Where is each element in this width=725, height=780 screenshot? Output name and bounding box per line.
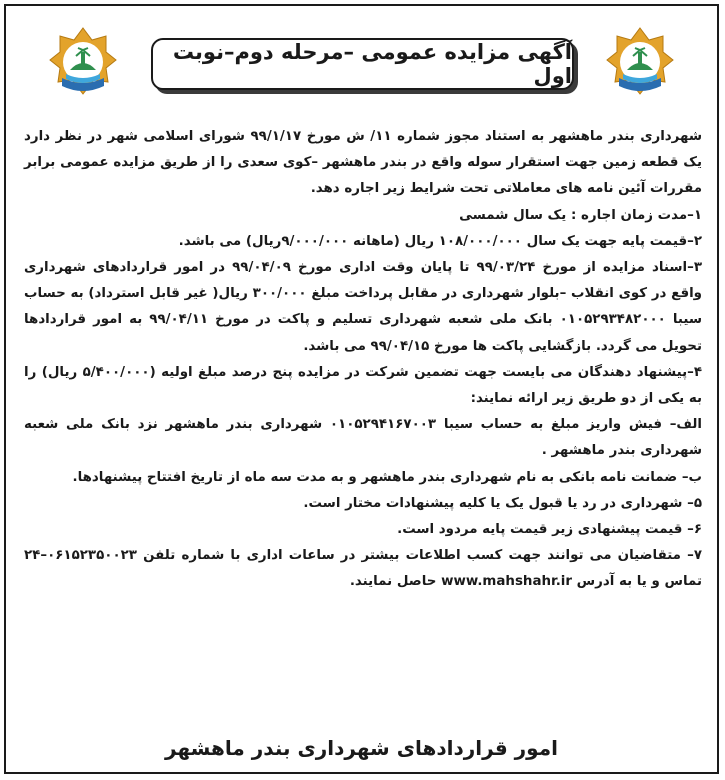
condition-item-3: ۳–اسناد مزایده از مورخ ۹۹/۰۳/۲۴ تا پایان وقت اداری مورخ ۹۹/۰۴/۰۹ در امور قراردادهای شهرداری واقع در کوی انقلاب –بلوار شهرداری در مقابل پرداخت مبلغ ۳۰۰/۰۰۰ ریال( غیر قابل استرداد) به حساب سیبا ۰۱۰۵۲۹۳۴۸۲۰۰۰ بانک ملی شعبه شهرداری تسلیم و پاکت در مورخ ۹۹/۰۴/۱۱ به امور قراردادها تحویل می گردد. بازگشایی پاکت ها مورخ ۹۹/۰۴/۱۵ می باشد. [24, 260, 702, 354]
notice-signature: امور قراردادهای شهرداری بندر ماهشهر [165, 736, 558, 760]
notice-frame [4, 4, 719, 774]
condition-item-4a: الف– فیش واریز مبلغ به حساب سیبا ۰۱۰۵۲۹۴۱۶۷۰۰۳ شهرداری بندر ماهشهر نزد بانک ملی شعبه شهرداری بندر ماهشهر . [24, 417, 702, 459]
notice-body [24, 124, 702, 596]
condition-item-5: ۵– شهرداری در رد یا قبول یک یا کلیه پیشنهادات مختار است. [303, 495, 702, 511]
condition-item-4: ۴–پیشنهاد دهندگان می بایست جهت تضمین شرکت در مزایده پنج درصد مبلغ اولیه (۵/۴۰۰/۰۰۰ ریال) را به یکی از دو طریق زیر ارائه نمایند: [24, 364, 702, 407]
condition-item-2: ۲–قیمت پایه جهت یک سال ۱۰۸/۰۰۰/۰۰۰ ریال (ماهانه ۹/۰۰۰/۰۰۰ریال) می باشد. [178, 233, 702, 249]
condition-item-4b: ب– ضمانت نامه بانکی به نام شهرداری بندر ماهشهر و به مدت سه ماه از تاریخ افتتاح پیشنهادها. [72, 469, 702, 485]
notice-title-box [151, 38, 574, 90]
municipality-emblem-icon [48, 26, 118, 98]
condition-item-7: ۷– متقاضیان می توانند جهت کسب اطلاعات بیشتر در ساعات اداری با شماره تلفن ۰۶۱۵۲۳۵۰۰۲۳–۲۴ تماس و یا به آدرس www.mahshahr.ir حاصل نمایند. [24, 548, 702, 590]
municipality-emblem-icon [605, 26, 675, 98]
condition-item-1: ۱–مدت زمان اجاره : یک سال شمسی [459, 207, 702, 223]
condition-item-6: ۶– قیمت پیشنهادی زیر قیمت پایه مردود است. [397, 522, 702, 538]
notice-header [6, 6, 717, 116]
notice-intro: شهرداری بندر ماهشهر به استناد مجوز شماره ۱۱/ ش مورخ ۹۹/۱/۱۷ شورای اسلامی شهر در نظر دارد یک قطعه زمین جهت استقرار سوله واقع در بندر ماهشهر –کوی سعدی را از طریق مزایده عمومی برابر مقررات آئین نامه های معاملاتی تحت شرایط زیر اجاره دهد. [24, 129, 703, 197]
notice-title: آگهی مزایده عمومی –مرحله دوم–نوبت اول [172, 40, 572, 88]
